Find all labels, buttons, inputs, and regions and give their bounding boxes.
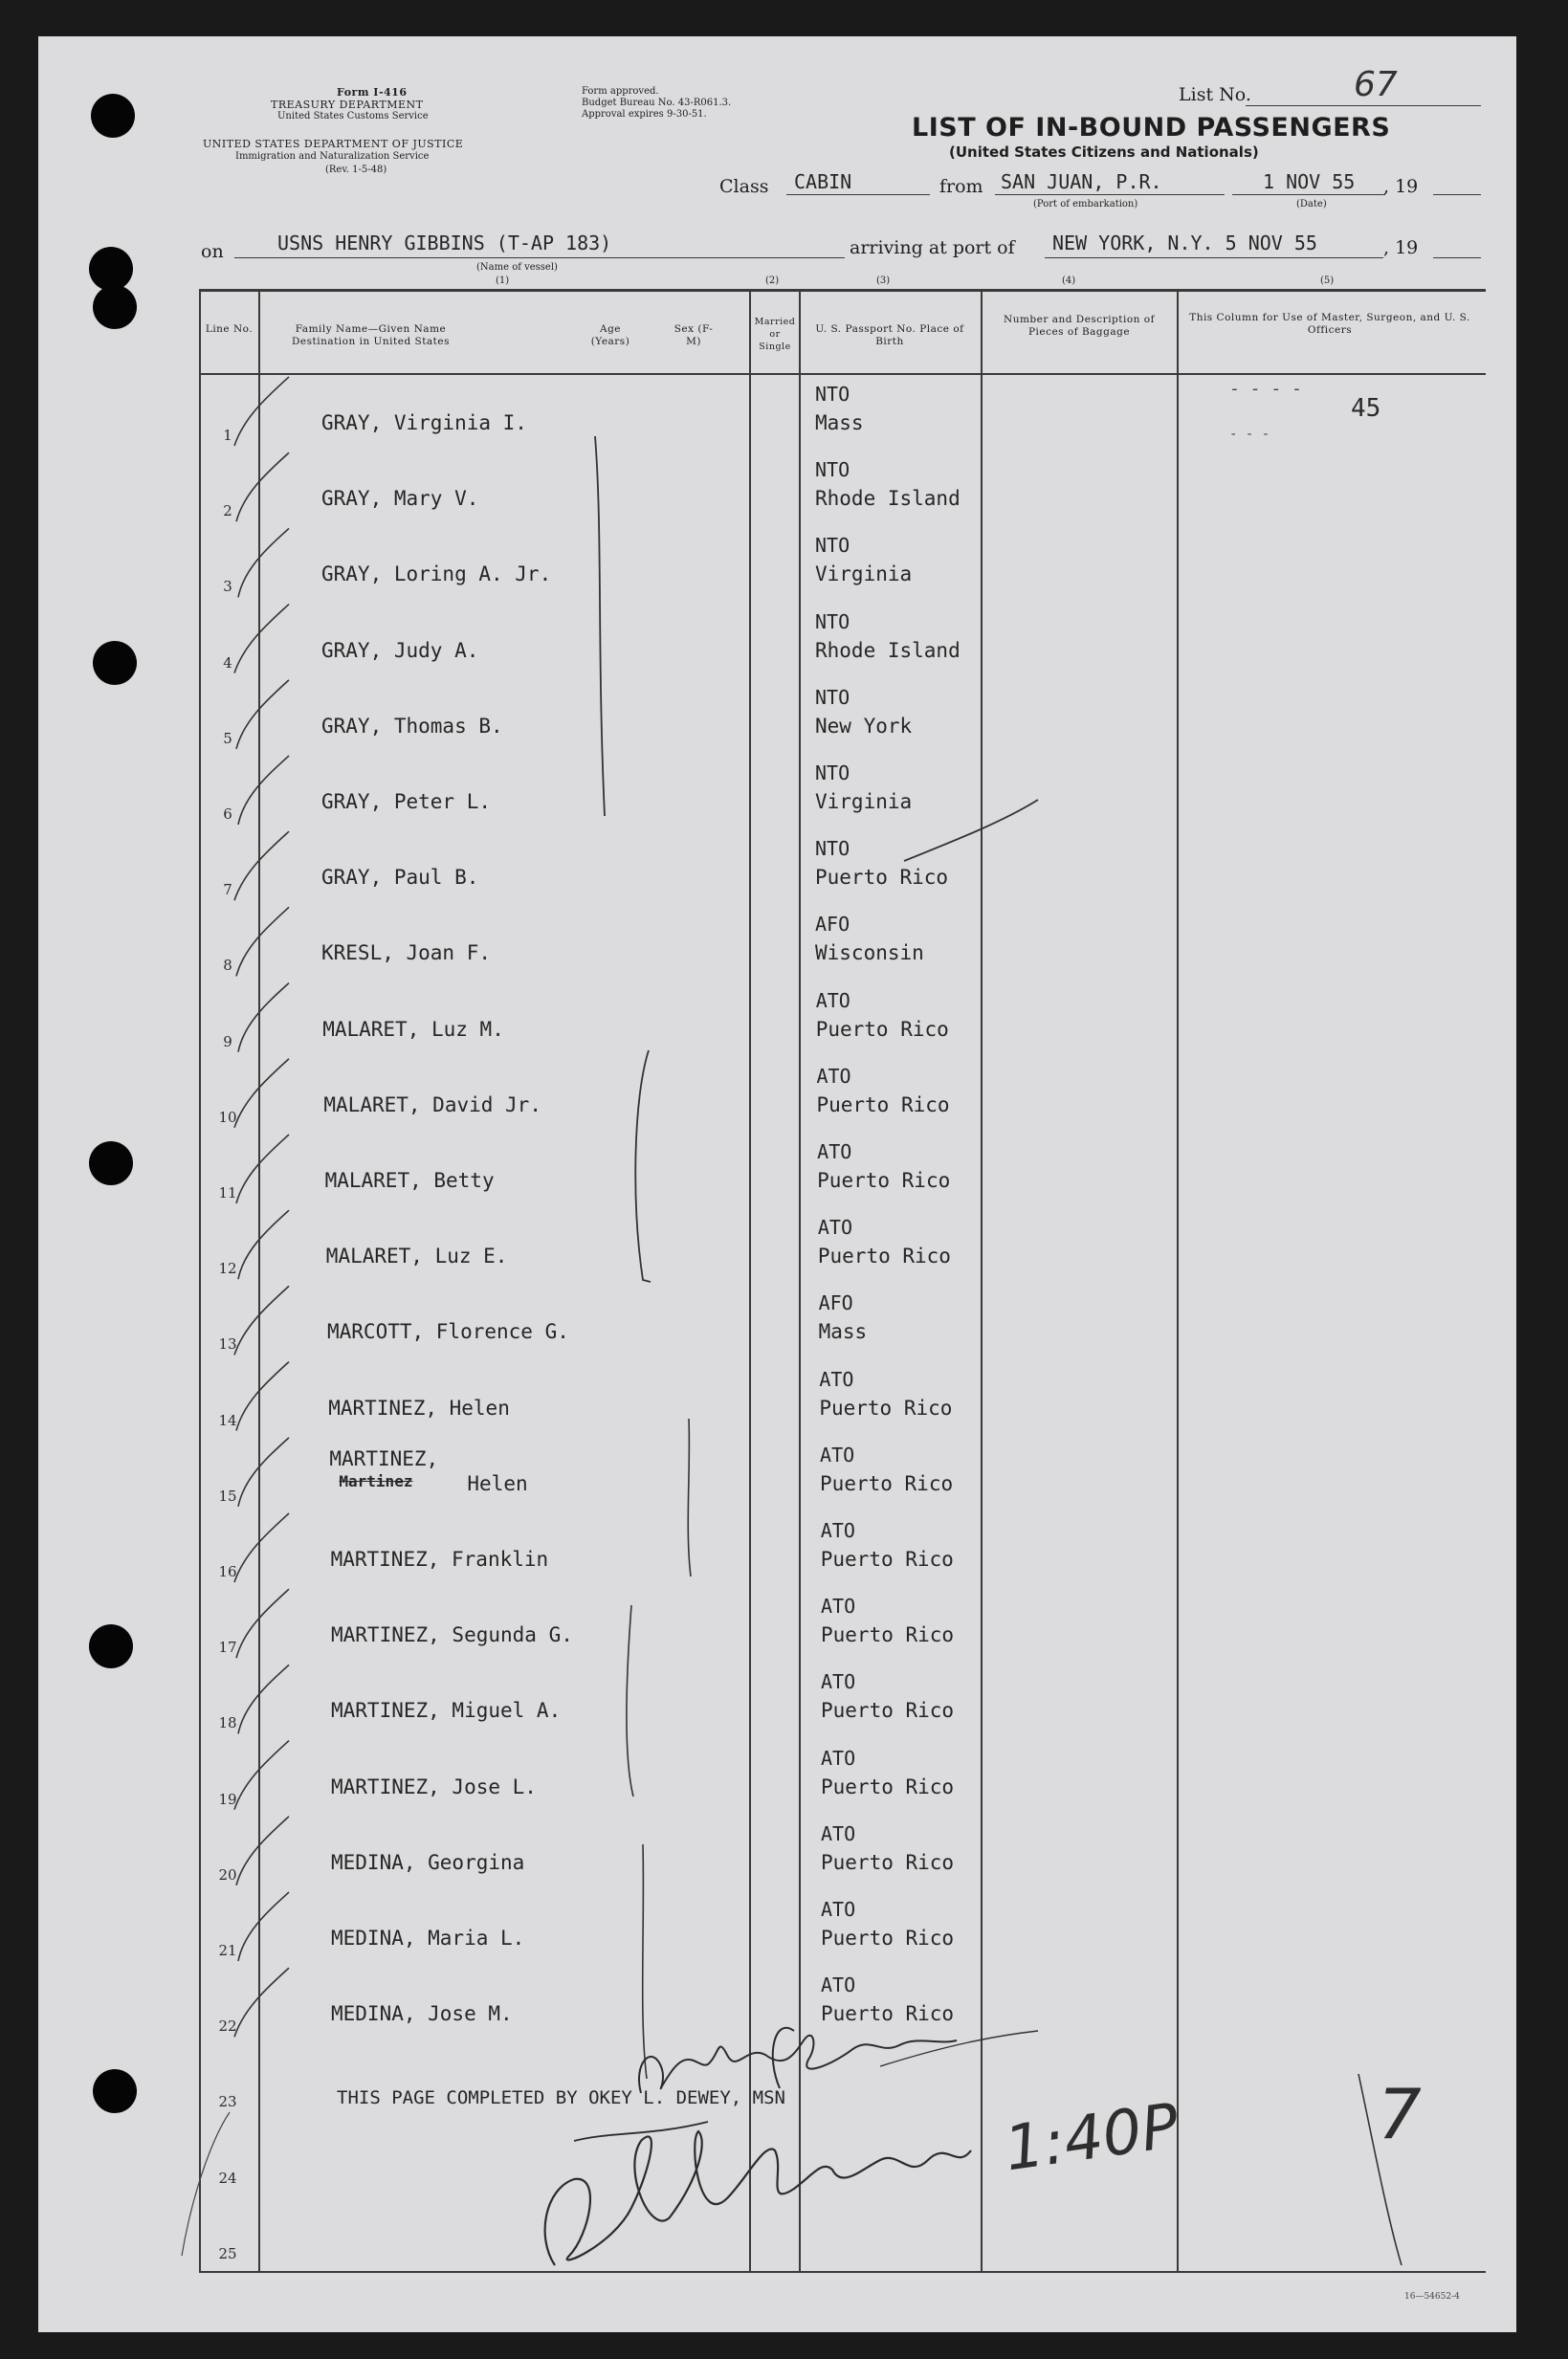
officer-marks: - - - bbox=[1229, 427, 1270, 442]
arrival-underline bbox=[1045, 257, 1383, 258]
passport-code: ATO bbox=[821, 1898, 856, 1921]
punch-hole bbox=[93, 285, 137, 329]
birthplace: Puerto Rico bbox=[821, 1850, 955, 1874]
col-number-1: (1) bbox=[496, 276, 510, 286]
form-revision: (Rev. 1-5-48) bbox=[325, 165, 387, 175]
passenger-given-name: Helen bbox=[467, 1471, 528, 1495]
birthplace: Wisconsin bbox=[815, 941, 924, 965]
line-number: 25 bbox=[218, 2244, 237, 2262]
header-line-no: Line No. bbox=[205, 323, 254, 335]
line-number: 3 bbox=[223, 578, 232, 596]
passenger-name: MARTINEZ, Segunda G. bbox=[331, 1623, 573, 1647]
birthplace: Mass bbox=[815, 411, 864, 434]
line-number: 21 bbox=[218, 1942, 237, 1959]
passenger-name: MALARET, Betty bbox=[324, 1169, 495, 1192]
passport-code: NTO bbox=[815, 685, 850, 709]
line-number: 20 bbox=[218, 1865, 237, 1884]
passport-code: AFO bbox=[815, 913, 850, 937]
date-underline bbox=[1232, 194, 1385, 195]
passport-code: ATO bbox=[815, 988, 850, 1012]
vessel-underline bbox=[234, 257, 845, 258]
birthplace: Puerto Rico bbox=[821, 1775, 955, 1798]
list-no-underline bbox=[1246, 105, 1481, 106]
passenger-name: GRAY, Mary V. bbox=[321, 487, 479, 511]
header-age: Age (Years) bbox=[590, 323, 630, 347]
passport-code: ATO bbox=[821, 1973, 856, 1997]
header-name: Family Name—Given Name Destination in United States bbox=[291, 323, 451, 347]
arrival-year-underline bbox=[1433, 257, 1481, 258]
line-number: 15 bbox=[218, 1487, 237, 1505]
port-underline bbox=[995, 194, 1225, 195]
passenger-name: MEDINA, Maria L. bbox=[331, 1927, 525, 1950]
form-number: Form I-416 bbox=[337, 86, 408, 99]
birthplace: Puerto Rico bbox=[817, 1169, 951, 1192]
line-number: 19 bbox=[218, 1790, 237, 1808]
struck-text: Martinez bbox=[339, 1471, 413, 1490]
form-treasury: TREASURY DEPARTMENT bbox=[271, 99, 424, 111]
col-number-2: (2) bbox=[765, 276, 780, 286]
passenger-name: MALARET, Luz M. bbox=[322, 1017, 504, 1041]
header-officers: This Column for Use of Master, Surgeon, and U. S. Officers bbox=[1189, 312, 1470, 336]
col-divider-line bbox=[258, 289, 260, 2273]
passenger-name: GRAY, Thomas B. bbox=[321, 714, 503, 738]
line-number: 5 bbox=[223, 729, 232, 747]
col-number-3: (3) bbox=[876, 276, 891, 286]
approval-line: Form approved. bbox=[582, 86, 659, 97]
line-number: 22 bbox=[218, 2017, 237, 2036]
passenger-name: GRAY, Peter L. bbox=[321, 790, 492, 813]
passport-code: NTO bbox=[815, 609, 850, 633]
passport-code: ATO bbox=[821, 1821, 856, 1845]
passenger-name: KRESL, Joan F. bbox=[321, 941, 492, 965]
class-label: Class bbox=[719, 176, 769, 197]
col-divider-name bbox=[749, 289, 751, 2273]
passport-code: ATO bbox=[820, 1519, 855, 1542]
punch-hole bbox=[89, 247, 133, 291]
col-divider-passport bbox=[981, 289, 983, 2273]
line-number: 14 bbox=[218, 1411, 237, 1429]
passenger-name: MEDINA, Georgina bbox=[331, 1850, 525, 1874]
passenger-name: GRAY, Judy A. bbox=[321, 638, 479, 662]
passport-code: ATO bbox=[816, 1064, 851, 1088]
from-label: from bbox=[939, 176, 983, 197]
passport-code: NTO bbox=[815, 837, 850, 861]
passenger-name: MARTINEZ, Franklin bbox=[330, 1548, 549, 1571]
birthplace: Puerto Rico bbox=[821, 1623, 955, 1647]
table-bottom-rule bbox=[199, 2271, 1486, 2273]
passenger-name: MARTINEZ, bbox=[329, 1446, 439, 1470]
on-label: on bbox=[201, 241, 224, 262]
line-number: 24 bbox=[218, 2169, 237, 2187]
header-married: Married or Single bbox=[754, 317, 796, 352]
line-number: 12 bbox=[218, 1260, 237, 1278]
port-caption: (Port of embarkation) bbox=[1033, 199, 1138, 209]
birthplace: Puerto Rico bbox=[815, 1017, 949, 1041]
line-number: 16 bbox=[218, 1563, 237, 1580]
birthplace: Puerto Rico bbox=[820, 1471, 954, 1495]
col-divider-baggage bbox=[1177, 289, 1179, 2273]
passenger-name: GRAY, Paul B. bbox=[321, 866, 479, 890]
passport-code: ATO bbox=[821, 1670, 856, 1694]
col-number-5: (5) bbox=[1320, 276, 1335, 286]
col-number-4: (4) bbox=[1062, 276, 1076, 286]
list-no-label: List No. bbox=[1179, 84, 1251, 105]
vessel-name: USNS HENRY GIBBINS (T-AP 183) bbox=[277, 231, 612, 254]
page-title: LIST OF IN-BOUND PASSENGERS bbox=[912, 113, 1391, 143]
birthplace: Puerto Rico bbox=[821, 2002, 955, 2026]
punch-hole bbox=[91, 94, 135, 138]
passenger-name: MARTINEZ, Jose L. bbox=[331, 1775, 537, 1798]
passport-code: ATO bbox=[819, 1367, 854, 1391]
passport-code: ATO bbox=[820, 1443, 855, 1466]
page-subtitle: (United States Citizens and Nationals) bbox=[949, 143, 1259, 161]
birthplace: Puerto Rico bbox=[820, 1548, 954, 1571]
passenger-name: GRAY, Loring A. Jr. bbox=[321, 562, 552, 586]
line-number: 2 bbox=[223, 502, 232, 520]
line-number: 10 bbox=[218, 1108, 237, 1126]
birthplace: Puerto Rico bbox=[821, 1699, 955, 1723]
birthplace: Mass bbox=[818, 1320, 868, 1344]
punch-hole bbox=[89, 1141, 133, 1185]
port-embarkation: SAN JUAN, P.R. bbox=[1001, 170, 1162, 193]
birthplace: Puerto Rico bbox=[821, 1927, 955, 1950]
line-number: 4 bbox=[223, 653, 232, 672]
passenger-name: MARTINEZ, Helen bbox=[328, 1396, 510, 1420]
line-number: 18 bbox=[218, 1714, 237, 1732]
birthplace: Virginia bbox=[815, 562, 913, 586]
passport-code: NTO bbox=[815, 534, 850, 558]
embarkation-date: 1 NOV 55 bbox=[1263, 170, 1356, 193]
document-page bbox=[38, 36, 1516, 2332]
line-number: 7 bbox=[223, 881, 232, 899]
approval-expiry: Approval expires 9-30-51. bbox=[582, 109, 707, 120]
list-no-value: 67 bbox=[1354, 65, 1398, 104]
passenger-name: MEDINA, Jose M. bbox=[331, 2002, 513, 2026]
table-left-rule bbox=[199, 289, 201, 2273]
header-passport: U. S. Passport No. Place of Birth bbox=[815, 323, 964, 347]
form-code: 16—54652-4 bbox=[1404, 2292, 1460, 2302]
passport-code: ATO bbox=[817, 1140, 852, 1163]
year-label: , 19 bbox=[1383, 176, 1419, 197]
form-customs: United States Customs Service bbox=[277, 111, 429, 121]
line-number: 1 bbox=[223, 427, 232, 444]
passport-code: NTO bbox=[815, 761, 850, 784]
arrival-port: NEW YORK, N.Y. 5 NOV 55 bbox=[1052, 231, 1317, 254]
tally-note: 7 bbox=[1378, 2074, 1422, 2154]
punch-hole bbox=[89, 1624, 133, 1668]
date-caption: (Date) bbox=[1296, 199, 1327, 209]
line-number: 11 bbox=[218, 1184, 237, 1202]
passport-code: ATO bbox=[821, 1746, 856, 1770]
class-value: CABIN bbox=[794, 170, 852, 193]
punch-hole bbox=[93, 2069, 137, 2113]
arriving-label: arriving at port of bbox=[850, 237, 1015, 258]
form-immigration: Immigration and Naturalization Service bbox=[235, 151, 430, 162]
passenger-name: GRAY, Virginia I. bbox=[321, 411, 527, 434]
form-justice: UNITED STATES DEPARTMENT OF JUSTICE bbox=[203, 138, 464, 150]
passport-code: NTO bbox=[815, 458, 850, 482]
col-divider-married bbox=[799, 289, 801, 2273]
birthplace: New York bbox=[815, 714, 913, 738]
completed-by: THIS PAGE COMPLETED BY OKEY L. DEWEY, MSN bbox=[337, 2087, 785, 2108]
birthplace: Puerto Rico bbox=[819, 1396, 953, 1420]
birthplace: Puerto Rico bbox=[817, 1245, 951, 1268]
time-note: 1:40P bbox=[1000, 2090, 1183, 2186]
passenger-name: MARTINEZ, Miguel A. bbox=[331, 1699, 562, 1723]
passport-code: ATO bbox=[817, 1216, 852, 1240]
table-header-rule bbox=[199, 373, 1486, 375]
officer-note: 45 bbox=[1351, 394, 1381, 423]
approval-bureau: Budget Bureau No. 43-R061.3. bbox=[582, 98, 732, 108]
class-underline bbox=[786, 194, 930, 195]
punch-hole bbox=[93, 641, 137, 685]
line-number: 17 bbox=[218, 1639, 237, 1657]
passenger-name: MALARET, Luz E. bbox=[325, 1245, 508, 1268]
birthplace: Puerto Rico bbox=[816, 1092, 950, 1116]
birthplace: Virginia bbox=[815, 790, 913, 813]
header-sex: Sex (F-M) bbox=[674, 323, 714, 347]
line-number: 8 bbox=[223, 957, 232, 975]
line-number: 9 bbox=[223, 1032, 232, 1050]
birthplace: Puerto Rico bbox=[815, 866, 949, 890]
passenger-name: MALARET, David Jr. bbox=[323, 1092, 541, 1116]
officer-marks: - - - - bbox=[1229, 379, 1302, 399]
arrival-year-label: , 19 bbox=[1383, 237, 1419, 258]
year-underline bbox=[1433, 194, 1481, 195]
line-number: 13 bbox=[218, 1335, 237, 1354]
passport-code: ATO bbox=[821, 1595, 856, 1619]
birthplace: Rhode Island bbox=[815, 638, 961, 662]
header-baggage: Number and Description of Pieces of Baggage bbox=[1004, 314, 1155, 338]
line-number: 6 bbox=[223, 805, 232, 823]
passport-code: AFO bbox=[818, 1291, 853, 1315]
table-top-rule bbox=[199, 289, 1486, 292]
passenger-name: MARCOTT, Florence G. bbox=[327, 1320, 569, 1344]
line-number: 23 bbox=[218, 2093, 237, 2111]
vessel-caption: (Name of vessel) bbox=[476, 262, 558, 273]
passport-code: NTO bbox=[815, 383, 850, 406]
birthplace: Rhode Island bbox=[815, 487, 961, 511]
